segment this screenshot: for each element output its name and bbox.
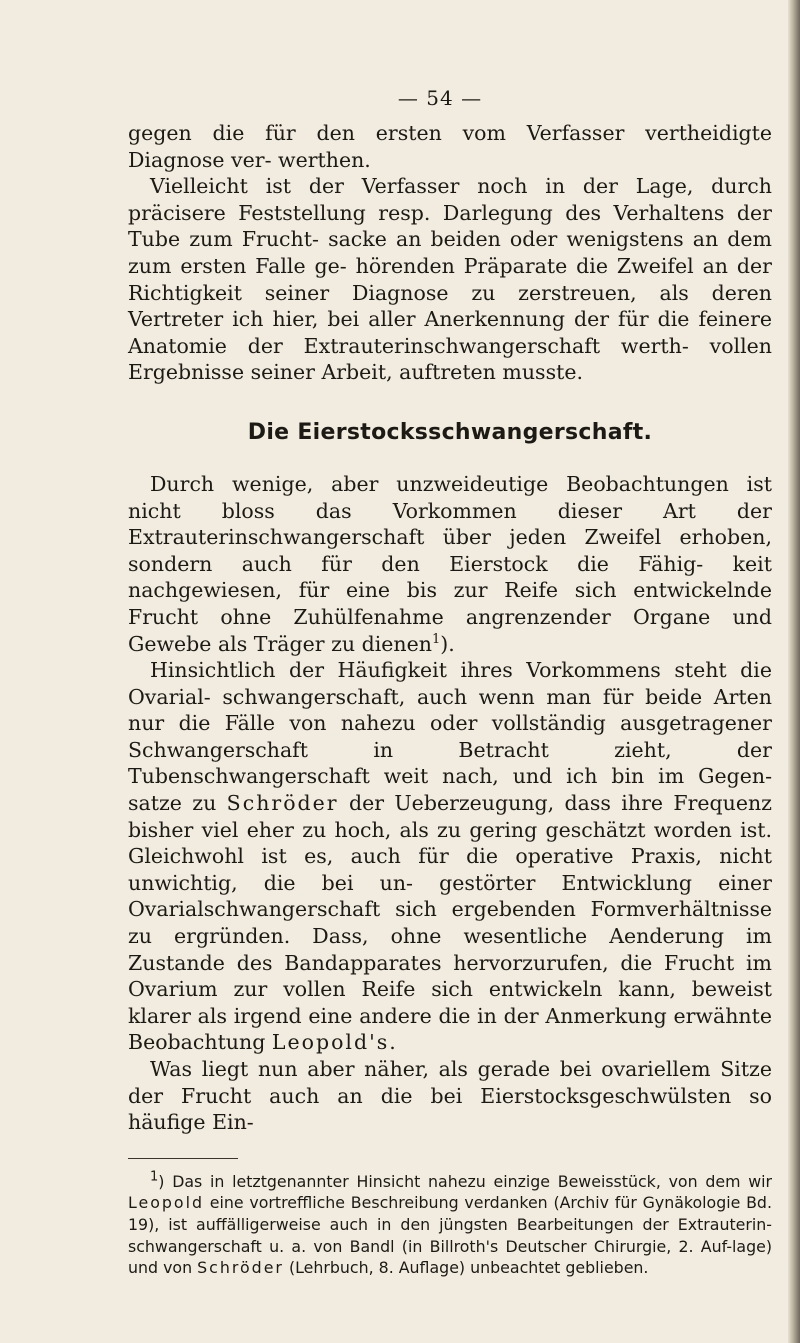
footnote-text: Das in letztgenannter Hinsicht nahezu einzige Beweisstück, von dem wir: [172, 1171, 772, 1191]
paragraph-haeufigkeit: [128, 657, 772, 1056]
text-line: zu zerstreuen, als deren Vertreter ich hier, bei aller Anerkennung: [128, 280, 772, 332]
text-line: bloss das Vorkommen dieser Art der Extrauterinschwangerschaft über: [128, 498, 772, 550]
paragraph-verfasser: [128, 173, 772, 386]
text-line: viel eher zu hoch, als zu gering geschätzt worden ist. Gleichwohl: [128, 817, 772, 869]
text-line: hörenden Präparate die Zweifel an der Richtigkeit seiner Diagnose: [128, 253, 772, 305]
text-line: der Frucht auch an die bei Eierstocksgeschwülsten so häufige Ein-: [128, 1083, 772, 1135]
text-line: Formverhältnisse zu ergründen. Dass, ohne wesentliche Aenderung: [128, 897, 772, 949]
text-line: ).: [440, 631, 455, 656]
footnote-marker: 1: [150, 1169, 159, 1185]
text-line: Vielleicht ist der Verfasser noch in der Lage, durch präcisere: [128, 174, 772, 225]
footnote: [128, 1171, 772, 1279]
text-line: der Ueberzeugung, dass ihre Frequenz bisher: [128, 791, 772, 842]
footnote-reference[interactable]: 1: [431, 631, 441, 647]
footnote-divider: [128, 1158, 238, 1159]
text-line: gegen die für den ersten vom Verfasser vertheidigte Diagnose ver-: [128, 121, 772, 172]
text-line: Durch wenige, aber unzweideutige Beobachtungen ist nicht: [128, 471, 772, 523]
footnote-text: eine vortreffliche Beschreibung verdanken (Archiv für Gynäkologie Bd. 19), ist auffälligerweise auch in den jüngsten Bearbeitungen der Extrauterin-schwangerschaft u. a. von Bandl (in Billroth's Deutscher Chirurgie, 2. Auf-lage) und von: [128, 1193, 772, 1278]
text-line: jeden Zweifel erhoben, sondern auch für den Eierstock die Fähig-: [128, 525, 772, 576]
paragraph-continuation: [128, 120, 772, 173]
text-line: ist es, auch für die operative Praxis, nicht unwichtig, die bei un-: [128, 844, 772, 895]
section-heading: Die Eierstocksschwangerschaft.: [247, 419, 653, 445]
text-line: im Zustande des Bandapparates hervorzurufen, die Frucht im: [128, 924, 772, 975]
page-edge-shadow: [788, 0, 800, 1343]
text-line: der für die feinere Anatomie der Extrauterinschwangerschaft werth-: [128, 307, 772, 358]
text-line: vollen Ergebnisse seiner Arbeit, auftreten musste.: [128, 333, 772, 385]
text-line: gestörter Entwicklung einer Ovarialschwangerschaft sich ergebenden: [128, 870, 772, 922]
text-line: irgend eine andere die in der Anmerkung erwähnte Beobachtung: [128, 1003, 772, 1055]
text-line: satze zu: [128, 791, 217, 816]
text-line: Was liegt nun aber näher, als gerade bei ovariellem Sitze: [150, 1057, 772, 1081]
paragraph-beobachtungen: [128, 471, 772, 657]
author-name: Schröder: [197, 1258, 284, 1278]
text-line: werthen.: [278, 147, 371, 172]
text-line: Ovarium zur vollen Reife sich entwickeln kann, beweist klarer als: [128, 977, 772, 1028]
footnote-marker-close: ): [158, 1171, 165, 1191]
author-name: Leopold's.: [271, 1030, 398, 1055]
text-line: schwangerschaft, auch wenn man für beide Arten nur die Fälle von: [128, 684, 772, 736]
text-line: zu dienen: [331, 631, 432, 656]
page-number: — 54 —: [397, 86, 483, 110]
author-name: Leopold: [128, 1193, 205, 1213]
paragraph-ovariell: [128, 1056, 772, 1136]
text-line: nahezu oder vollständig ausgetragener Schwangerschaft in Betracht: [128, 711, 772, 762]
book-page: [128, 86, 772, 1279]
text-line: sacke an beiden oder wenigstens an dem zum ersten Falle ge-: [128, 227, 772, 278]
text-line: Feststellung resp. Darlegung des Verhaltens der Tube zum Frucht-: [128, 200, 772, 252]
text-line: keit nachgewiesen, für eine bis zur Reife sich entwickelnde Frucht: [128, 551, 772, 629]
footnote-text: (Lehrbuch, 8. Auflage) unbeachtet geblieben.: [288, 1258, 649, 1278]
text-line: ohne Zuhülfenahme angrenzender Organe und Gewebe als Träger: [128, 604, 772, 656]
text-line: Hinsichtlich der Häufigkeit ihres Vorkommens steht die Ovarial-: [128, 658, 772, 709]
text-line: zieht, der Tubenschwangerschaft weit nach, und ich bin im Gegen-: [128, 737, 772, 789]
author-name: Schröder: [226, 791, 339, 816]
